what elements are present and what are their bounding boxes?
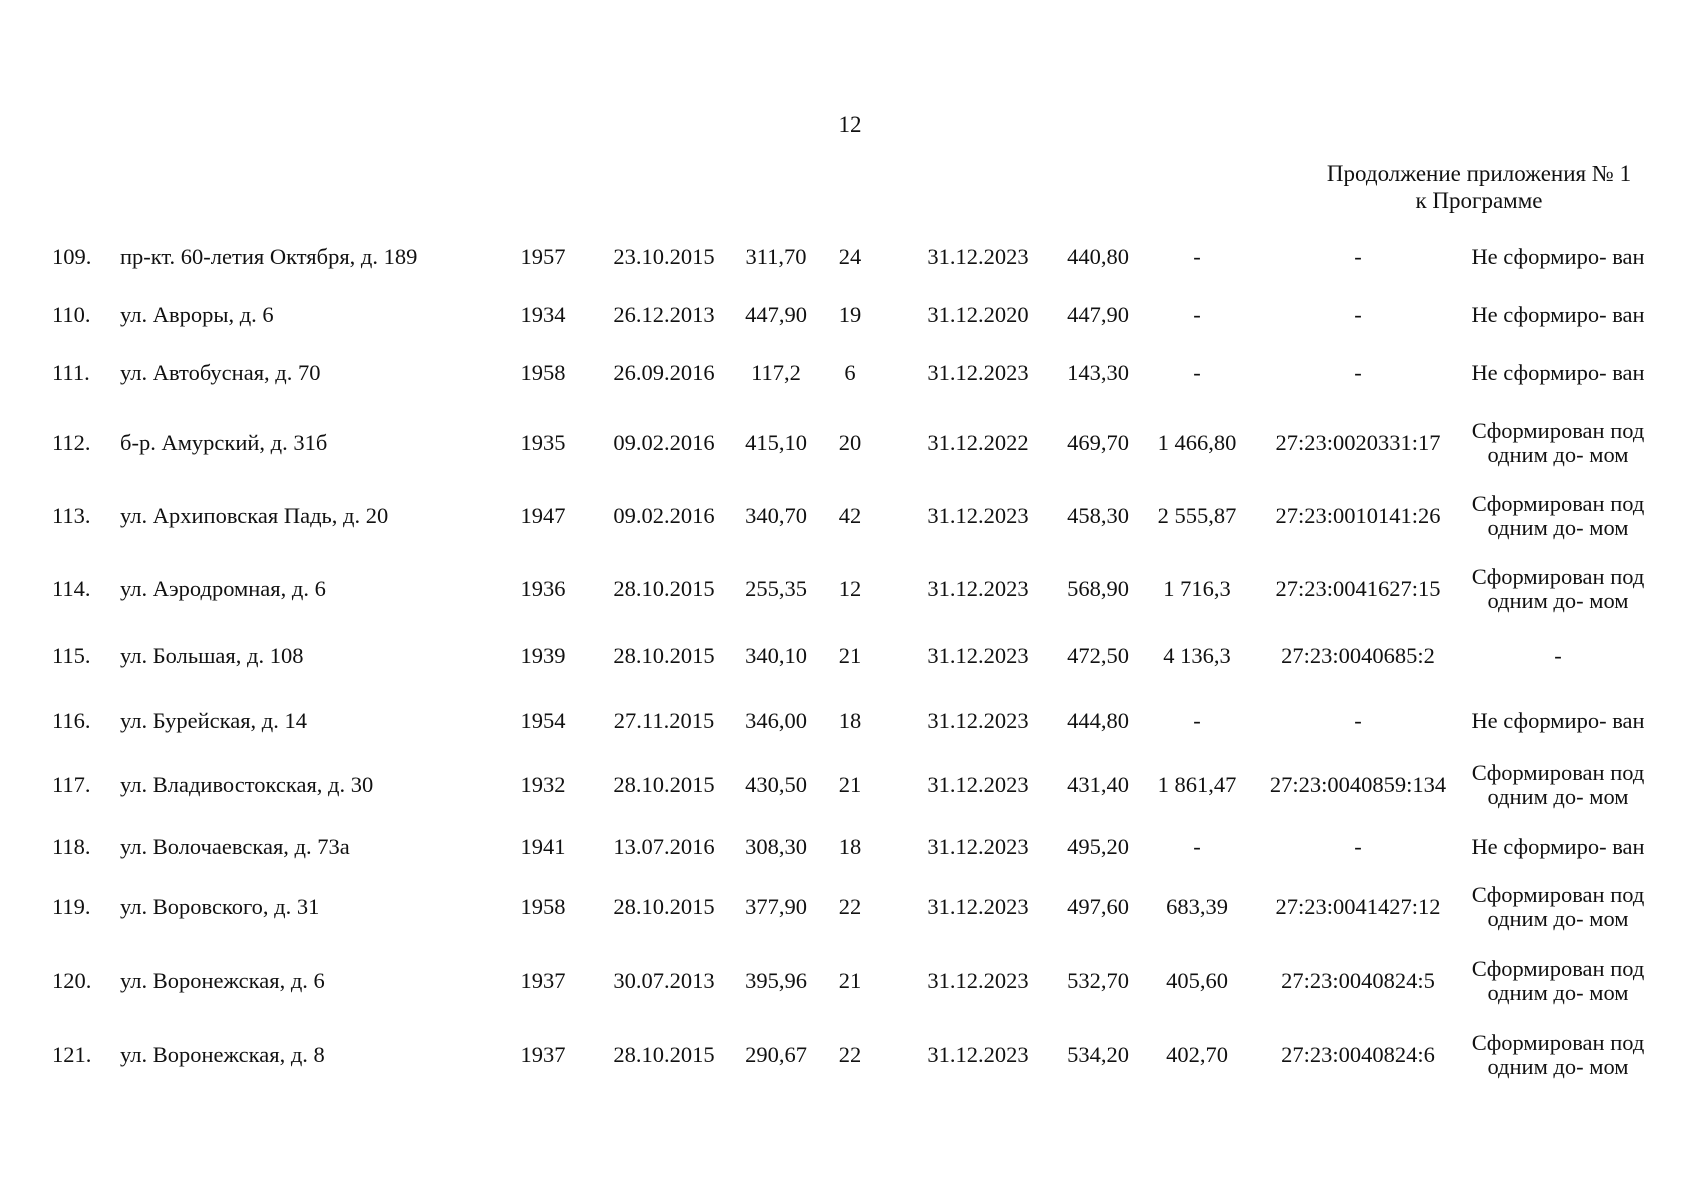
area-2: 534,20: [1067, 1042, 1129, 1067]
row-number: 119.: [52, 894, 91, 919]
area-2: 568,90: [1067, 576, 1129, 601]
address: ул. Владивостокская, д. 30: [120, 772, 374, 797]
residents: 20: [838, 430, 862, 455]
residents: 19: [838, 302, 862, 327]
land-area: 4 136,3: [1163, 643, 1231, 668]
table-row: [0, 1018, 1699, 1092]
deadline: 31.12.2023: [927, 503, 1029, 528]
year: 1937: [520, 968, 566, 993]
area: 377,90: [745, 894, 807, 919]
land-area: 1 466,80: [1157, 430, 1237, 455]
row-number: 111.: [52, 360, 90, 385]
date: 28.10.2015: [613, 576, 715, 601]
address: ул. Воронежская, д. 6: [120, 968, 325, 993]
area: 395,96: [745, 968, 807, 993]
address: б-р. Амурский, д. 31б: [120, 430, 328, 455]
table-row: [0, 944, 1699, 1018]
year: 1932: [520, 772, 566, 797]
row-number: 117.: [52, 772, 91, 797]
land-area: -: [1193, 302, 1201, 327]
date: 27.11.2015: [613, 708, 715, 733]
table-row: [0, 636, 1699, 676]
land-area: -: [1193, 834, 1201, 859]
address: ул. Воронежская, д. 8: [120, 1042, 325, 1067]
table-row: [0, 822, 1699, 872]
year: 1957: [520, 244, 566, 269]
land-status: Не сформиро- ван: [1471, 708, 1645, 733]
area: 117,2: [751, 360, 801, 385]
address: ул. Авроры, д. 6: [120, 302, 274, 327]
land-area: 405,60: [1166, 968, 1228, 993]
deadline: 31.12.2023: [927, 244, 1029, 269]
area: 430,50: [745, 772, 807, 797]
cadastral-number: -: [1354, 834, 1362, 859]
year: 1947: [520, 503, 566, 528]
table-row: [0, 748, 1699, 822]
residents: 22: [838, 1042, 862, 1067]
cadastral-number: 27:23:0040685:2: [1281, 643, 1435, 668]
land-status: -: [1554, 643, 1562, 668]
deadline: 31.12.2023: [927, 968, 1029, 993]
area: 346,00: [745, 708, 807, 733]
year: 1939: [520, 643, 566, 668]
date: 28.10.2015: [613, 1042, 715, 1067]
land-status: Сформирован под одним до- мом: [1471, 882, 1645, 931]
area-2: 495,20: [1067, 834, 1129, 859]
residents: 24: [838, 244, 862, 269]
cadastral-number: 27:23:0041627:15: [1275, 576, 1441, 601]
appendix-line-1: Продолжение приложения № 1: [1326, 161, 1632, 186]
date: 28.10.2015: [613, 894, 715, 919]
year: 1936: [520, 576, 566, 601]
land-status: Не сформиро- ван: [1471, 244, 1645, 269]
table-row: [0, 348, 1699, 398]
year: 1934: [520, 302, 566, 327]
address: ул. Большая, д. 108: [120, 643, 304, 668]
year: 1935: [520, 430, 566, 455]
row-number: 113.: [52, 503, 91, 528]
appendix-line-2: к Программе: [1415, 188, 1543, 213]
address: ул. Воровского, д. 31: [120, 894, 320, 919]
land-area: 2 555,87: [1157, 503, 1237, 528]
deadline: 31.12.2023: [927, 708, 1029, 733]
land-area: 683,39: [1166, 894, 1228, 919]
area-2: 497,60: [1067, 894, 1129, 919]
year: 1958: [520, 894, 566, 919]
table-row: [0, 552, 1699, 626]
page-number: 12: [838, 112, 862, 137]
cadastral-number: -: [1354, 244, 1362, 269]
area-2: 143,30: [1067, 360, 1129, 385]
area-2: 447,90: [1067, 302, 1129, 327]
cadastral-number: 27:23:0020331:17: [1275, 430, 1441, 455]
deadline: 31.12.2023: [927, 772, 1029, 797]
land-status: Сформирован под одним до- мом: [1471, 956, 1645, 1005]
date: 26.12.2013: [613, 302, 715, 327]
area: 308,30: [745, 834, 807, 859]
deadline: 31.12.2023: [927, 643, 1029, 668]
land-area: 402,70: [1166, 1042, 1228, 1067]
date: 23.10.2015: [613, 244, 715, 269]
table-row: [0, 406, 1699, 480]
row-number: 118.: [52, 834, 91, 859]
area: 311,70: [745, 244, 807, 269]
deadline: 31.12.2023: [927, 834, 1029, 859]
deadline: 31.12.2022: [927, 430, 1029, 455]
area: 255,35: [745, 576, 807, 601]
residents: 21: [838, 643, 862, 668]
deadline: 31.12.2020: [927, 302, 1029, 327]
table-row: [0, 232, 1699, 282]
land-status: Не сформиро- ван: [1471, 302, 1645, 327]
deadline: 31.12.2023: [927, 894, 1029, 919]
area-2: 469,70: [1067, 430, 1129, 455]
cadastral-number: 27:23:0040824:5: [1281, 968, 1435, 993]
row-number: 110.: [52, 302, 91, 327]
table-row: [0, 479, 1699, 553]
residents: 18: [838, 834, 862, 859]
address: ул. Автобусная, д. 70: [120, 360, 321, 385]
cadastral-number: 27:23:0041427:12: [1275, 894, 1441, 919]
cadastral-number: -: [1354, 302, 1362, 327]
residents: 22: [838, 894, 862, 919]
table-row: [0, 870, 1699, 944]
residents: 42: [838, 503, 862, 528]
land-area: 1 716,3: [1163, 576, 1231, 601]
land-status: Сформирован под одним до- мом: [1471, 564, 1645, 613]
row-number: 116.: [52, 708, 91, 733]
residents: 18: [838, 708, 862, 733]
date: 28.10.2015: [613, 772, 715, 797]
area-2: 458,30: [1067, 503, 1129, 528]
cadastral-number: -: [1354, 360, 1362, 385]
area: 340,10: [745, 643, 807, 668]
table-row: [0, 696, 1699, 746]
date: 09.02.2016: [613, 430, 715, 455]
land-area: -: [1193, 708, 1201, 733]
address: ул. Архиповская Падь, д. 20: [120, 503, 389, 528]
residents: 21: [838, 968, 862, 993]
row-number: 109.: [52, 244, 92, 269]
land-status: Сформирован под одним до- мом: [1471, 491, 1645, 540]
land-status: Сформирован под одним до- мом: [1471, 760, 1645, 809]
land-area: -: [1193, 244, 1201, 269]
address: ул. Бурейская, д. 14: [120, 708, 307, 733]
address: ул. Волочаевская, д. 73а: [120, 834, 350, 859]
area: 447,90: [745, 302, 807, 327]
date: 09.02.2016: [613, 503, 715, 528]
cadastral-number: 27:23:0040824:6: [1281, 1042, 1435, 1067]
land-status: Не сформиро- ван: [1471, 834, 1645, 859]
land-status: Сформирован под одним до- мом: [1471, 1030, 1645, 1079]
year: 1958: [520, 360, 566, 385]
year: 1941: [520, 834, 566, 859]
row-number: 121.: [52, 1042, 92, 1067]
address: ул. Аэродромная, д. 6: [120, 576, 326, 601]
residents: 21: [838, 772, 862, 797]
year: 1954: [520, 708, 566, 733]
area-2: 444,80: [1067, 708, 1129, 733]
area-2: 440,80: [1067, 244, 1129, 269]
row-number: 114.: [52, 576, 91, 601]
residents: 12: [838, 576, 862, 601]
date: 13.07.2016: [613, 834, 715, 859]
deadline: 31.12.2023: [927, 576, 1029, 601]
cadastral-number: -: [1354, 708, 1362, 733]
land-status: Не сформиро- ван: [1471, 360, 1645, 385]
row-number: 112.: [52, 430, 91, 455]
area: 415,10: [745, 430, 807, 455]
cadastral-number: 27:23:0010141:26: [1275, 503, 1441, 528]
area: 290,67: [745, 1042, 807, 1067]
area: 340,70: [745, 503, 807, 528]
address: пр-кт. 60-летия Октября, д. 189: [120, 244, 418, 269]
date: 28.10.2015: [613, 643, 715, 668]
deadline: 31.12.2023: [927, 1042, 1029, 1067]
year: 1937: [520, 1042, 566, 1067]
land-status: Сформирован под одним до- мом: [1471, 418, 1645, 467]
land-area: 1 861,47: [1157, 772, 1237, 797]
area-2: 472,50: [1067, 643, 1129, 668]
row-number: 120.: [52, 968, 92, 993]
land-area: -: [1193, 360, 1201, 385]
deadline: 31.12.2023: [927, 360, 1029, 385]
table-row: [0, 290, 1699, 340]
area-2: 532,70: [1067, 968, 1129, 993]
row-number: 115.: [52, 643, 91, 668]
area-2: 431,40: [1067, 772, 1129, 797]
cadastral-number: 27:23:0040859:134: [1269, 772, 1447, 797]
residents: 6: [844, 360, 856, 385]
date: 30.07.2013: [613, 968, 715, 993]
date: 26.09.2016: [613, 360, 715, 385]
